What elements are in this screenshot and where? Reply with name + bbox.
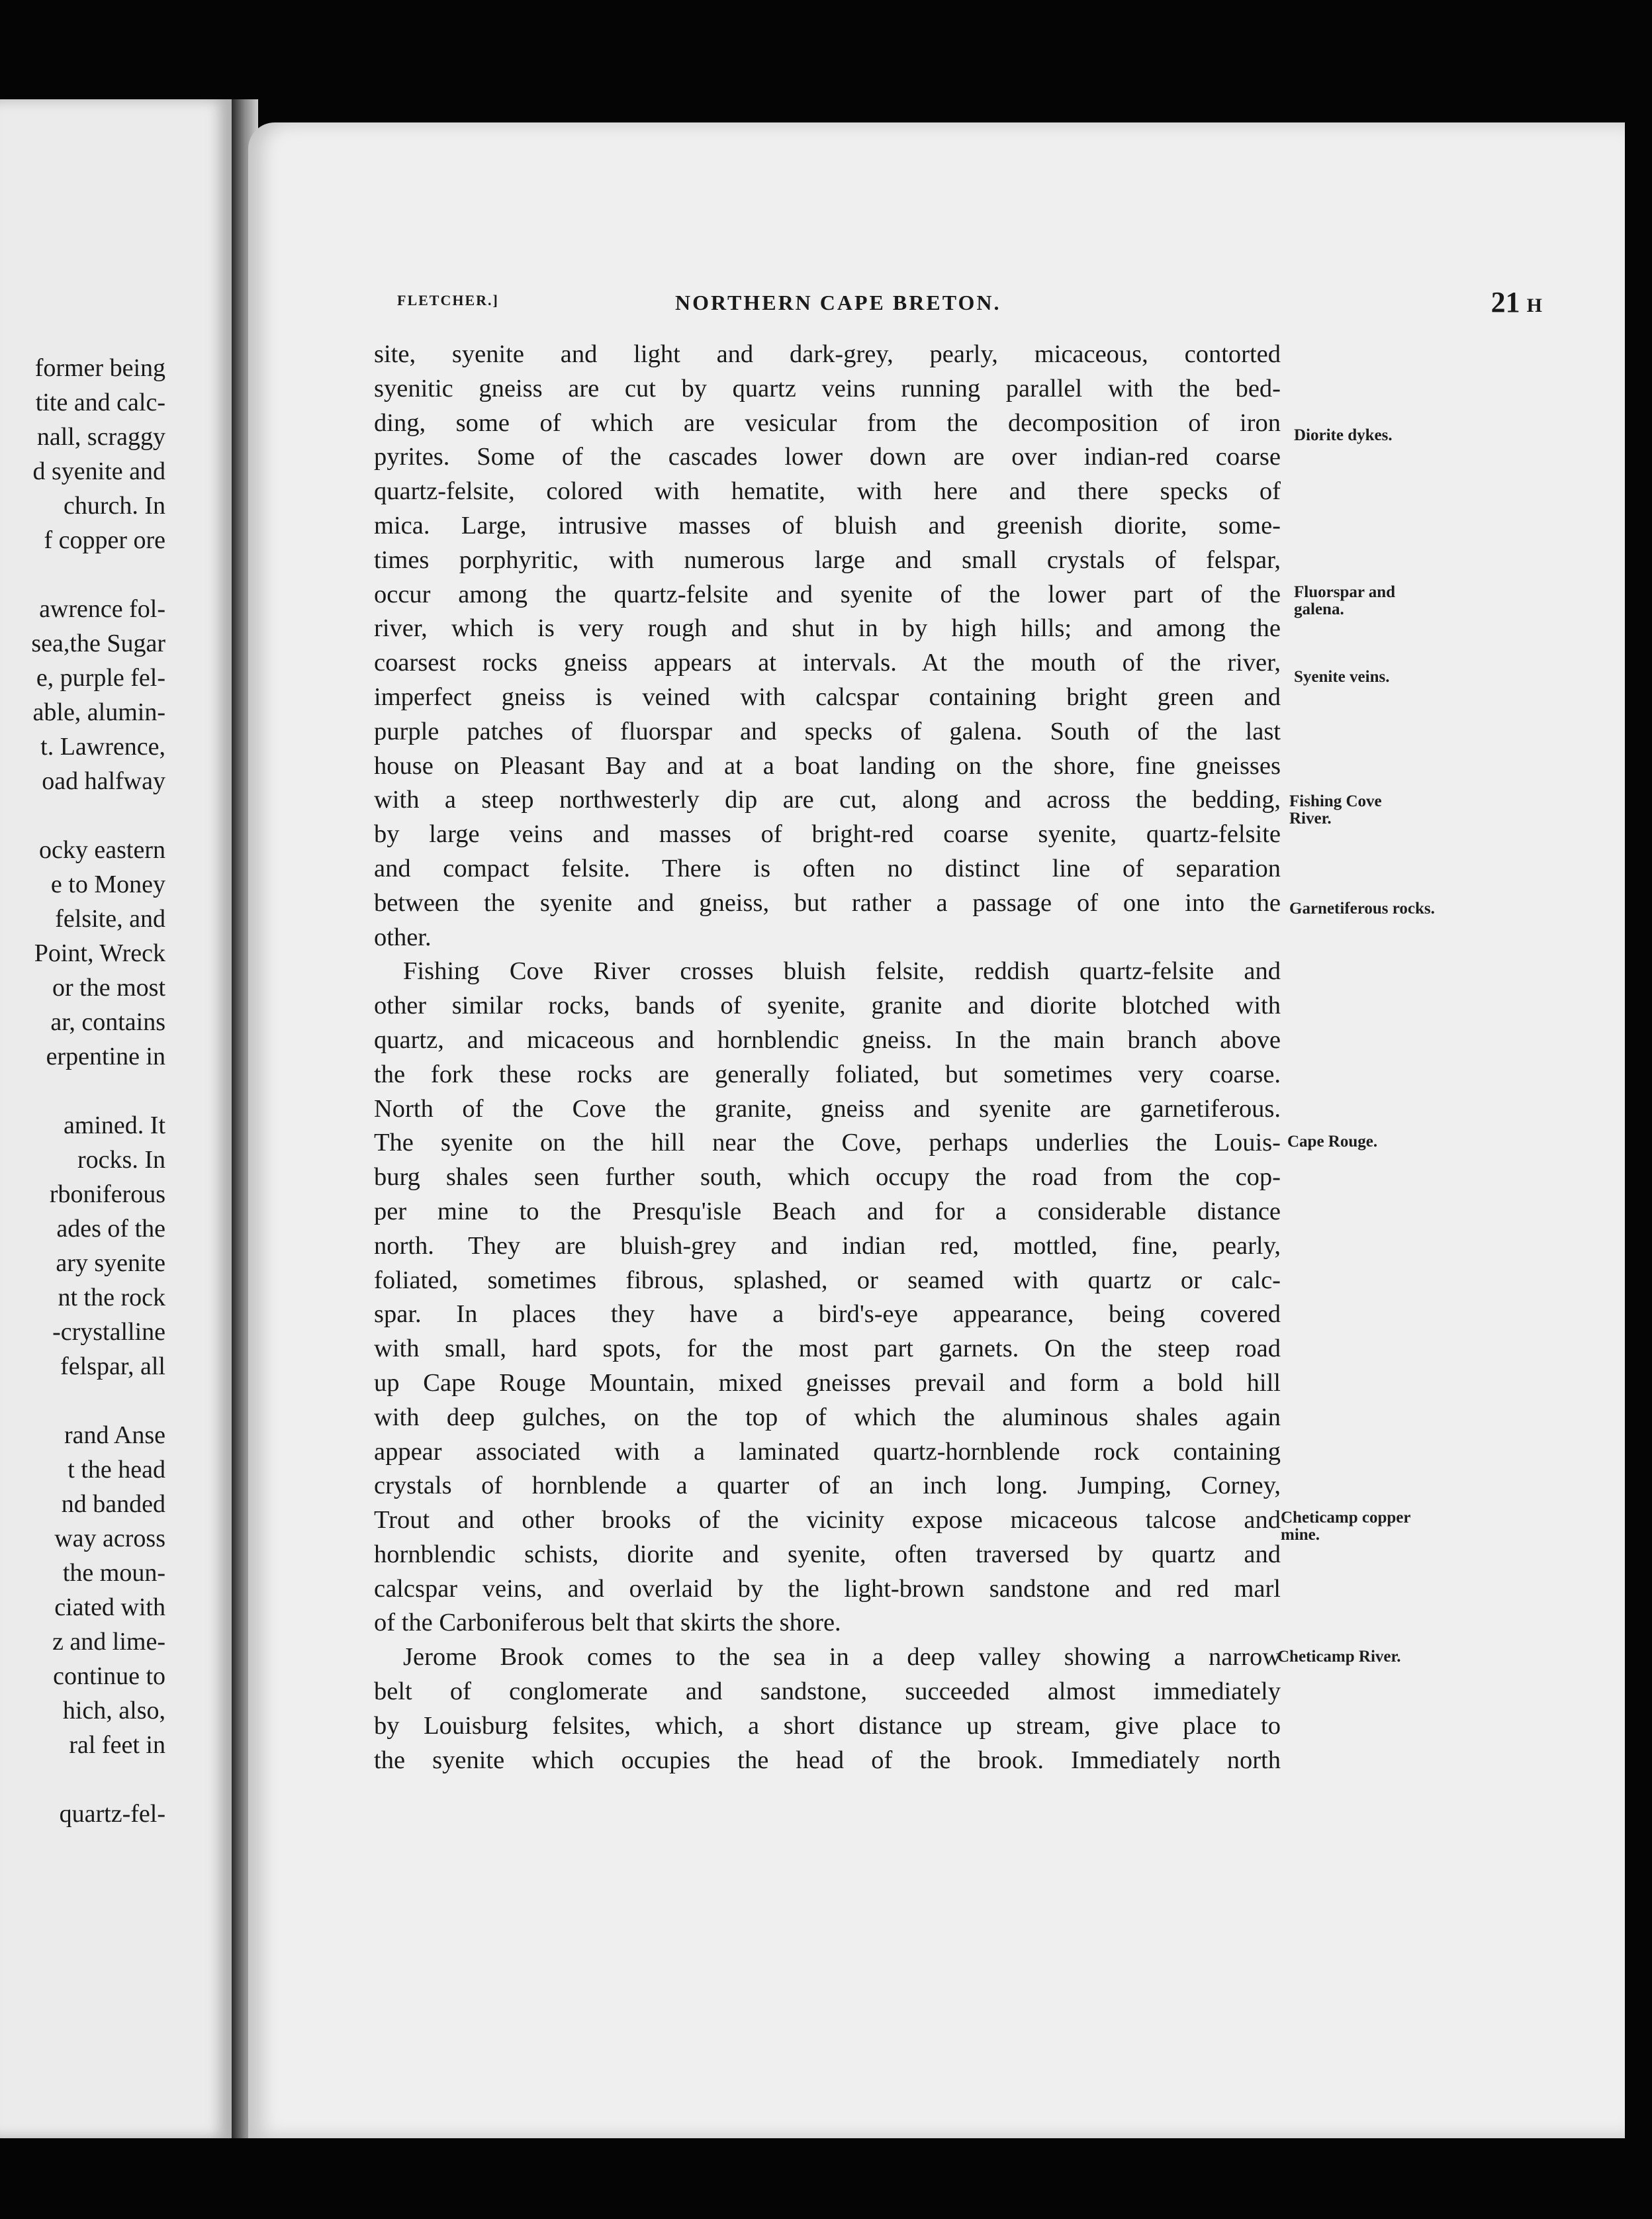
text-line: Trout and other brooks of the vicinity expose micaceous talcose and	[374, 1506, 1281, 1534]
text-line: times porphyritic, with numerous large and small crystals of felspar,	[374, 545, 1281, 574]
text-line: North of the Cove the granite, gneiss and syenite are garnetiferous.	[374, 1094, 1281, 1123]
left-line: ral feet in	[69, 1731, 165, 1759]
text-line: house on Pleasant Bay and at a boat landing on the shore, fine gneisses	[374, 751, 1281, 780]
left-line: e to Money	[50, 871, 165, 898]
text-line: syenitic gneiss are cut by quartz veins running parallel with the bed-	[374, 374, 1281, 402]
text-line: hornblendic schists, diorite and syenite, often traversed by quartz and	[374, 1540, 1281, 1568]
left-page-fragment	[0, 99, 232, 2138]
left-line: -crystalline	[52, 1318, 165, 1346]
text-line: occur among the quartz-felsite and syenite of the lower part of the	[374, 580, 1281, 608]
section-letter: H	[1526, 295, 1542, 316]
text-line: north. They are bluish-grey and indian red, mottled, fine, pearly,	[374, 1231, 1281, 1260]
header-title: NORTHERN CAPE BRETON.	[675, 291, 1001, 314]
margin-note-fishing-cove-river: Fishing Cove River.	[1289, 792, 1382, 827]
left-line: ades of the	[56, 1215, 165, 1243]
text-line: ding, some of which are vesicular from the decomposition of iron	[374, 408, 1281, 437]
left-line: rboniferous	[49, 1180, 165, 1208]
text-line: crystals of hornblende a quarter of an inch long. Jumping, Corney,	[374, 1472, 1281, 1500]
left-line: amined. It	[63, 1111, 165, 1139]
text-line: per mine to the Presqu'isle Beach and for a considerable distance	[374, 1197, 1281, 1225]
left-line: sea,the Sugar	[31, 630, 165, 657]
page-number-value: 21	[1491, 286, 1520, 318]
left-line: t the head	[68, 1456, 165, 1484]
left-line: former being	[34, 354, 165, 382]
text-line: foliated, sometimes fibrous, splashed, or seamed with quartz or calc-	[374, 1266, 1281, 1294]
left-line: church. In	[63, 492, 165, 520]
left-line: f copper ore	[44, 526, 165, 554]
text-line: spar. In places they have a bird's-eye appearance, being covered	[374, 1300, 1281, 1329]
left-line: continue to	[53, 1662, 165, 1690]
left-line: rand Anse	[64, 1421, 165, 1449]
left-line: awrence fol-	[39, 595, 165, 623]
header-author: FLETCHER.]	[397, 292, 499, 308]
page-number	[1491, 285, 1542, 319]
left-line: or the most	[52, 974, 165, 1002]
text-line: Jerome Brook comes to the sea in a deep valley showing a narrow	[403, 1643, 1281, 1672]
text-line: mica. Large, intrusive masses of bluish and greenish diorite, some-	[374, 511, 1281, 540]
margin-note-cheticamp-river: Cheticamp River.	[1277, 1648, 1401, 1666]
text-line: burg shales seen further south, which occupy the road from the cop-	[374, 1163, 1281, 1192]
text-line: belt of conglomerate and sandstone, succeeded almost immediately	[374, 1677, 1281, 1706]
left-line: quartz-fel-	[59, 1800, 165, 1828]
left-line: Point, Wreck	[34, 939, 165, 967]
margin-note-fluorspar-galena: Fluorspar and galena.	[1294, 583, 1396, 618]
left-line: nall, scraggy	[36, 423, 165, 451]
left-line: rocks. In	[77, 1146, 165, 1174]
text-line: the syenite which occupies the head of the brook. Immediately north	[374, 1746, 1281, 1774]
text-line: between the syenite and gneiss, but rather a passage of one into the	[374, 888, 1281, 917]
text-line: The syenite on the hill near the Cove, perhaps underlies the Louis-	[374, 1129, 1281, 1157]
text-line: pyrites. Some of the cascades lower down are over indian-red coarse	[374, 443, 1281, 471]
text-line: with small, hard spots, for the most part garnets. On the steep road	[374, 1335, 1281, 1363]
text-line: appear associated with a laminated quartz-hornblende rock containing	[374, 1437, 1281, 1466]
left-line: the moun-	[62, 1559, 165, 1587]
right-page	[248, 122, 1625, 2138]
margin-note-cheticamp-copper-mine: Cheticamp copper mine.	[1281, 1509, 1411, 1544]
text-line: calcspar veins, and overlaid by the light-brown sandstone and red marl	[374, 1574, 1281, 1603]
text-line: purple patches of fluorspar and specks of galena. South of the last	[374, 717, 1281, 745]
left-line: nd banded	[61, 1490, 165, 1518]
left-line: ar, contains	[50, 1008, 165, 1036]
body-text	[374, 338, 1281, 1777]
left-line: t. Lawrence,	[40, 733, 165, 761]
text-line: up Cape Rouge Mountain, mixed gneisses prevail and form a bold hill	[374, 1368, 1281, 1397]
left-line: felsite, and	[55, 905, 165, 933]
text-line: imperfect gneiss is veined with calcspar containing bright green and	[374, 683, 1281, 711]
text-line: with a steep northwesterly dip are cut, along and across the bedding,	[374, 786, 1281, 814]
left-line: way across	[54, 1525, 165, 1552]
left-line: erpentine in	[46, 1043, 165, 1070]
left-page-text	[0, 351, 165, 1831]
text-line: the fork these rocks are generally foliated, but sometimes very coarse.	[374, 1060, 1281, 1088]
left-line: able, alumin-	[32, 698, 165, 726]
left-line: hich, also,	[62, 1697, 165, 1724]
left-line: oad halfway	[42, 767, 165, 795]
text-line: and compact felsite. There is often no distinct line of separation	[374, 854, 1281, 882]
text-line: by Louisburg felsites, which, a short distance up stream, give place to	[374, 1711, 1281, 1740]
text-line: of the Carboniferous belt that skirts the shore.	[374, 1609, 841, 1637]
left-line: nt the rock	[58, 1284, 165, 1311]
text-line: site, syenite and light and dark-grey, pearly, micaceous, contorted	[374, 340, 1281, 368]
left-line: d syenite and	[32, 457, 165, 485]
margin-note-cape-rouge: Cape Rouge.	[1287, 1133, 1378, 1151]
text-line: coarsest rocks gneiss appears at intervals. At the mouth of the river,	[374, 649, 1281, 677]
text-line: river, which is very rough and shut in by high hills; and among the	[374, 614, 1281, 643]
margin-note-diorite-dykes: Diorite dykes.	[1294, 426, 1393, 444]
left-line: e, purple fel-	[36, 664, 165, 692]
margin-note-syenite-veins: Syenite veins.	[1294, 668, 1390, 686]
left-line: felspar, all	[60, 1352, 165, 1380]
text-line: quartz, and micaceous and hornblendic gneiss. In the main branch above	[374, 1025, 1281, 1054]
left-line: ocky eastern	[39, 836, 165, 864]
margin-note-garnetiferous-rocks: Garnetiferous rocks.	[1289, 900, 1435, 918]
text-line: other.	[374, 923, 432, 951]
text-line: quartz-felsite, colored with hematite, with here and there specks of	[374, 477, 1281, 506]
left-line: ary syenite	[56, 1249, 165, 1277]
text-line: with deep gulches, on the top of which the aluminous shales again	[374, 1403, 1281, 1431]
left-line: ciated with	[54, 1593, 165, 1621]
running-header	[397, 288, 1542, 321]
text-line: by large veins and masses of bright-red coarse syenite, quartz-felsite	[374, 820, 1281, 849]
text-line: Fishing Cove River crosses bluish felsite, reddish quartz-felsite and	[403, 957, 1281, 986]
text-line: other similar rocks, bands of syenite, granite and diorite blotched with	[374, 992, 1281, 1020]
left-line: z and lime-	[52, 1628, 165, 1656]
left-line: tite and calc-	[35, 389, 165, 416]
